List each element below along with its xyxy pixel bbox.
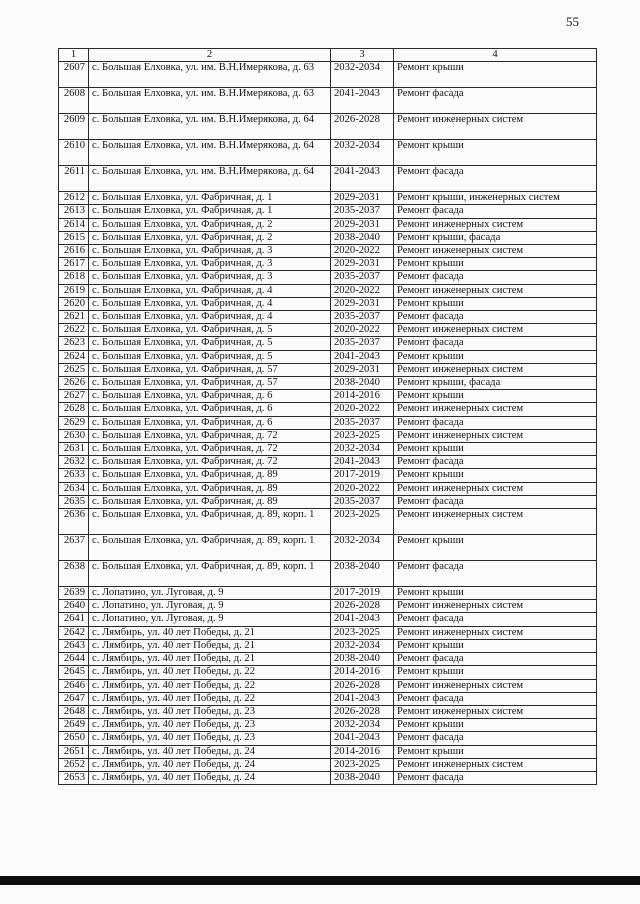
work-type-cell: Ремонт крыши bbox=[394, 587, 597, 600]
row-number-cell: 2628 bbox=[59, 403, 89, 416]
row-number-cell: 2630 bbox=[59, 429, 89, 442]
address-cell: с. Большая Елховка, ул. Фабричная, д. 1 bbox=[89, 205, 331, 218]
address-cell: с. Большая Елховка, ул. им. В.Н.Имерякова, д. 64 bbox=[89, 114, 331, 140]
work-type-cell: Ремонт крыши bbox=[394, 745, 597, 758]
table-row bbox=[59, 114, 597, 140]
address-cell: с. Лямбирь, ул. 40 лет Победы, д. 23 bbox=[89, 705, 331, 718]
table-row bbox=[59, 337, 597, 350]
header-cell-years: 3 bbox=[331, 49, 394, 62]
years-cell: 2041-2043 bbox=[331, 692, 394, 705]
work-type-cell: Ремонт инженерных систем bbox=[394, 284, 597, 297]
row-number-cell: 2612 bbox=[59, 192, 89, 205]
table-row bbox=[59, 390, 597, 403]
address-cell: с. Большая Елховка, ул. Фабричная, д. 4 bbox=[89, 311, 331, 324]
table-row bbox=[59, 429, 597, 442]
work-type-cell: Ремонт фасада bbox=[394, 456, 597, 469]
work-type-cell: Ремонт инженерных систем bbox=[394, 482, 597, 495]
address-cell: с. Большая Елховка, ул. Фабричная, д. 3 bbox=[89, 245, 331, 258]
table-row bbox=[59, 469, 597, 482]
row-number-cell: 2610 bbox=[59, 140, 89, 166]
row-number-cell: 2607 bbox=[59, 62, 89, 88]
row-number-cell: 2626 bbox=[59, 377, 89, 390]
table-row bbox=[59, 456, 597, 469]
years-cell: 2020-2022 bbox=[331, 245, 394, 258]
address-cell: с. Большая Елховка, ул. Фабричная, д. 3 bbox=[89, 258, 331, 271]
years-cell: 2032-2034 bbox=[331, 639, 394, 652]
work-type-cell: Ремонт фасада bbox=[394, 732, 597, 745]
address-cell: с. Большая Елховка, ул. Фабричная, д. 1 bbox=[89, 192, 331, 205]
table-row bbox=[59, 626, 597, 639]
address-cell: с. Большая Елховка, ул. Фабричная, д. 4 bbox=[89, 297, 331, 310]
address-cell: с. Лямбирь, ул. 40 лет Победы, д. 22 bbox=[89, 692, 331, 705]
work-type-cell: Ремонт фасада bbox=[394, 495, 597, 508]
table-row bbox=[59, 653, 597, 666]
address-cell: с. Большая Елховка, ул. Фабричная, д. 6 bbox=[89, 416, 331, 429]
table-row bbox=[59, 205, 597, 218]
years-cell: 2032-2034 bbox=[331, 140, 394, 166]
address-cell: с. Большая Елховка, ул. Фабричная, д. 72 bbox=[89, 456, 331, 469]
work-type-cell: Ремонт фасада bbox=[394, 416, 597, 429]
table-row bbox=[59, 416, 597, 429]
years-cell: 2032-2034 bbox=[331, 719, 394, 732]
years-cell: 2032-2034 bbox=[331, 443, 394, 456]
work-type-cell: Ремонт инженерных систем bbox=[394, 363, 597, 376]
years-cell: 2026-2028 bbox=[331, 679, 394, 692]
years-cell: 2038-2040 bbox=[331, 377, 394, 390]
address-cell: с. Большая Елховка, ул. Фабричная, д. 89, корп. 1 bbox=[89, 561, 331, 587]
row-number-cell: 2625 bbox=[59, 363, 89, 376]
address-cell: с. Лямбирь, ул. 40 лет Победы, д. 24 bbox=[89, 758, 331, 771]
years-cell: 2041-2043 bbox=[331, 732, 394, 745]
row-number-cell: 2645 bbox=[59, 666, 89, 679]
row-number-cell: 2649 bbox=[59, 719, 89, 732]
table-row bbox=[59, 140, 597, 166]
years-cell: 2023-2025 bbox=[331, 509, 394, 535]
address-cell: с. Большая Елховка, ул. им. В.Н.Имерякова, д. 64 bbox=[89, 166, 331, 192]
address-cell: с. Лямбирь, ул. 40 лет Победы, д. 23 bbox=[89, 719, 331, 732]
years-cell: 2029-2031 bbox=[331, 297, 394, 310]
years-cell: 2038-2040 bbox=[331, 231, 394, 244]
row-number-cell: 2650 bbox=[59, 732, 89, 745]
table-row bbox=[59, 284, 597, 297]
years-cell: 2035-2037 bbox=[331, 271, 394, 284]
row-number-cell: 2617 bbox=[59, 258, 89, 271]
years-cell: 2014-2016 bbox=[331, 666, 394, 679]
row-number-cell: 2646 bbox=[59, 679, 89, 692]
table-row bbox=[59, 758, 597, 771]
years-cell: 2014-2016 bbox=[331, 745, 394, 758]
work-type-cell: Ремонт крыши bbox=[394, 390, 597, 403]
table-row bbox=[59, 258, 597, 271]
row-number-cell: 2608 bbox=[59, 88, 89, 114]
address-cell: с. Лямбирь, ул. 40 лет Победы, д. 21 bbox=[89, 626, 331, 639]
table-row bbox=[59, 705, 597, 718]
table-row bbox=[59, 443, 597, 456]
years-cell: 2020-2022 bbox=[331, 403, 394, 416]
row-number-cell: 2653 bbox=[59, 771, 89, 784]
row-number-cell: 2611 bbox=[59, 166, 89, 192]
years-cell: 2041-2043 bbox=[331, 350, 394, 363]
table-row bbox=[59, 218, 597, 231]
address-cell: с. Большая Елховка, ул. им. В.Н.Имерякова, д. 64 bbox=[89, 140, 331, 166]
header-row bbox=[59, 49, 597, 62]
row-number-cell: 2621 bbox=[59, 311, 89, 324]
page-number: 55 bbox=[566, 14, 579, 29]
years-cell: 2017-2019 bbox=[331, 469, 394, 482]
row-number-cell: 2652 bbox=[59, 758, 89, 771]
row-number-cell: 2641 bbox=[59, 613, 89, 626]
address-cell: с. Лямбирь, ул. 40 лет Победы, д. 22 bbox=[89, 679, 331, 692]
work-type-cell: Ремонт фасада bbox=[394, 271, 597, 284]
address-cell: с. Лямбирь, ул. 40 лет Победы, д. 24 bbox=[89, 771, 331, 784]
table-row bbox=[59, 297, 597, 310]
row-number-cell: 2614 bbox=[59, 218, 89, 231]
table-row bbox=[59, 271, 597, 284]
work-type-cell: Ремонт инженерных систем bbox=[394, 600, 597, 613]
row-number-cell: 2640 bbox=[59, 600, 89, 613]
work-type-cell: Ремонт фасада bbox=[394, 88, 597, 114]
address-cell: с. Большая Елховка, ул. Фабричная, д. 57 bbox=[89, 377, 331, 390]
work-type-cell: Ремонт крыши, фасада bbox=[394, 377, 597, 390]
work-type-cell: Ремонт фасада bbox=[394, 771, 597, 784]
address-cell: с. Большая Елховка, ул. Фабричная, д. 72 bbox=[89, 429, 331, 442]
work-type-cell: Ремонт крыши, инженерных систем bbox=[394, 192, 597, 205]
years-cell: 2023-2025 bbox=[331, 758, 394, 771]
table-row bbox=[59, 166, 597, 192]
years-cell: 2029-2031 bbox=[331, 363, 394, 376]
years-cell: 2020-2022 bbox=[331, 284, 394, 297]
row-number-cell: 2623 bbox=[59, 337, 89, 350]
row-number-cell: 2622 bbox=[59, 324, 89, 337]
row-number-cell: 2631 bbox=[59, 443, 89, 456]
row-number-cell: 2632 bbox=[59, 456, 89, 469]
address-cell: с. Большая Елховка, ул. Фабричная, д. 3 bbox=[89, 271, 331, 284]
row-number-cell: 2620 bbox=[59, 297, 89, 310]
years-cell: 2041-2043 bbox=[331, 613, 394, 626]
table-row bbox=[59, 679, 597, 692]
address-cell: с. Большая Елховка, ул. Фабричная, д. 5 bbox=[89, 350, 331, 363]
years-cell: 2035-2037 bbox=[331, 205, 394, 218]
address-cell: с. Большая Елховка, ул. Фабричная, д. 89 bbox=[89, 469, 331, 482]
address-cell: с. Большая Елховка, ул. Фабричная, д. 89, корп. 1 bbox=[89, 535, 331, 561]
years-cell: 2035-2037 bbox=[331, 311, 394, 324]
years-cell: 2017-2019 bbox=[331, 587, 394, 600]
address-cell: с. Большая Елховка, ул. Фабричная, д. 5 bbox=[89, 324, 331, 337]
table-row bbox=[59, 62, 597, 88]
address-cell: с. Большая Елховка, ул. им. В.Н.Имерякова, д. 63 bbox=[89, 62, 331, 88]
work-type-cell: Ремонт инженерных систем bbox=[394, 324, 597, 337]
row-number-cell: 2629 bbox=[59, 416, 89, 429]
row-number-cell: 2644 bbox=[59, 653, 89, 666]
work-type-cell: Ремонт инженерных систем bbox=[394, 218, 597, 231]
work-type-cell: Ремонт инженерных систем bbox=[394, 114, 597, 140]
work-type-cell: Ремонт инженерных систем bbox=[394, 245, 597, 258]
row-number-cell: 2616 bbox=[59, 245, 89, 258]
table-row bbox=[59, 613, 597, 626]
table-row bbox=[59, 587, 597, 600]
address-cell: с. Лямбирь, ул. 40 лет Победы, д. 24 bbox=[89, 745, 331, 758]
work-type-cell: Ремонт инженерных систем bbox=[394, 705, 597, 718]
address-cell: с. Большая Елховка, ул. Фабричная, д. 2 bbox=[89, 231, 331, 244]
address-cell: с. Большая Елховка, ул. Фабричная, д. 57 bbox=[89, 363, 331, 376]
years-cell: 2029-2031 bbox=[331, 218, 394, 231]
work-type-cell: Ремонт инженерных систем bbox=[394, 403, 597, 416]
years-cell: 2035-2037 bbox=[331, 416, 394, 429]
address-cell: с. Лопатино, ул. Луговая, д. 9 bbox=[89, 613, 331, 626]
work-type-cell: Ремонт инженерных систем bbox=[394, 679, 597, 692]
row-number-cell: 2634 bbox=[59, 482, 89, 495]
address-cell: с. Лямбирь, ул. 40 лет Победы, д. 23 bbox=[89, 732, 331, 745]
address-cell: с. Лямбирь, ул. 40 лет Победы, д. 21 bbox=[89, 639, 331, 652]
table-row bbox=[59, 350, 597, 363]
row-number-cell: 2638 bbox=[59, 561, 89, 587]
work-type-cell: Ремонт фасада bbox=[394, 337, 597, 350]
years-cell: 2023-2025 bbox=[331, 626, 394, 639]
work-type-cell: Ремонт крыши bbox=[394, 719, 597, 732]
table-row bbox=[59, 245, 597, 258]
table-row bbox=[59, 324, 597, 337]
work-type-cell: Ремонт фасада bbox=[394, 205, 597, 218]
work-type-cell: Ремонт инженерных систем bbox=[394, 509, 597, 535]
table-row bbox=[59, 88, 597, 114]
address-cell: с. Большая Елховка, ул. Фабричная, д. 2 bbox=[89, 218, 331, 231]
row-number-cell: 2651 bbox=[59, 745, 89, 758]
table-row bbox=[59, 231, 597, 244]
row-number-cell: 2615 bbox=[59, 231, 89, 244]
work-type-cell: Ремонт крыши bbox=[394, 350, 597, 363]
table-row bbox=[59, 692, 597, 705]
address-cell: с. Лопатино, ул. Луговая, д. 9 bbox=[89, 587, 331, 600]
years-cell: 2038-2040 bbox=[331, 561, 394, 587]
table-row bbox=[59, 600, 597, 613]
address-cell: с. Большая Елховка, ул. Фабричная, д. 89 bbox=[89, 482, 331, 495]
work-type-cell: Ремонт инженерных систем bbox=[394, 429, 597, 442]
years-cell: 2026-2028 bbox=[331, 114, 394, 140]
work-type-cell: Ремонт крыши bbox=[394, 639, 597, 652]
address-cell: с. Лопатино, ул. Луговая, д. 9 bbox=[89, 600, 331, 613]
header-cell-work: 4 bbox=[394, 49, 597, 62]
work-type-cell: Ремонт крыши bbox=[394, 297, 597, 310]
row-number-cell: 2642 bbox=[59, 626, 89, 639]
years-cell: 2026-2028 bbox=[331, 705, 394, 718]
years-cell: 2029-2031 bbox=[331, 258, 394, 271]
table-body bbox=[59, 62, 597, 785]
work-type-cell: Ремонт фасада bbox=[394, 692, 597, 705]
years-cell: 2041-2043 bbox=[331, 166, 394, 192]
work-type-cell: Ремонт крыши, фасада bbox=[394, 231, 597, 244]
row-number-cell: 2639 bbox=[59, 587, 89, 600]
table-row bbox=[59, 639, 597, 652]
table-row bbox=[59, 509, 597, 535]
years-cell: 2026-2028 bbox=[331, 600, 394, 613]
years-cell: 2014-2016 bbox=[331, 390, 394, 403]
work-type-cell: Ремонт крыши bbox=[394, 535, 597, 561]
row-number-cell: 2637 bbox=[59, 535, 89, 561]
years-cell: 2032-2034 bbox=[331, 535, 394, 561]
row-number-cell: 2633 bbox=[59, 469, 89, 482]
years-cell: 2041-2043 bbox=[331, 88, 394, 114]
row-number-cell: 2618 bbox=[59, 271, 89, 284]
address-cell: с. Большая Елховка, ул. им. В.Н.Имерякова, д. 63 bbox=[89, 88, 331, 114]
address-cell: с. Большая Елховка, ул. Фабричная, д. 89 bbox=[89, 495, 331, 508]
row-number-cell: 2619 bbox=[59, 284, 89, 297]
address-cell: с. Большая Елховка, ул. Фабричная, д. 4 bbox=[89, 284, 331, 297]
table-row bbox=[59, 311, 597, 324]
table-header bbox=[59, 49, 597, 62]
years-cell: 2032-2034 bbox=[331, 62, 394, 88]
address-cell: с. Лямбирь, ул. 40 лет Победы, д. 22 bbox=[89, 666, 331, 679]
registry-table bbox=[58, 48, 597, 785]
table-row bbox=[59, 482, 597, 495]
address-cell: с. Лямбирь, ул. 40 лет Победы, д. 21 bbox=[89, 653, 331, 666]
work-type-cell: Ремонт фасада bbox=[394, 613, 597, 626]
years-cell: 2038-2040 bbox=[331, 653, 394, 666]
table-row bbox=[59, 363, 597, 376]
work-type-cell: Ремонт инженерных систем bbox=[394, 758, 597, 771]
address-cell: с. Большая Елховка, ул. Фабричная, д. 72 bbox=[89, 443, 331, 456]
address-cell: с. Большая Елховка, ул. Фабричная, д. 89, корп. 1 bbox=[89, 509, 331, 535]
work-type-cell: Ремонт крыши bbox=[394, 140, 597, 166]
row-number-cell: 2647 bbox=[59, 692, 89, 705]
table-row bbox=[59, 666, 597, 679]
row-number-cell: 2648 bbox=[59, 705, 89, 718]
years-cell: 2020-2022 bbox=[331, 482, 394, 495]
years-cell: 2023-2025 bbox=[331, 429, 394, 442]
work-type-cell: Ремонт крыши bbox=[394, 62, 597, 88]
address-cell: с. Большая Елховка, ул. Фабричная, д. 6 bbox=[89, 390, 331, 403]
address-cell: с. Большая Елховка, ул. Фабричная, д. 6 bbox=[89, 403, 331, 416]
work-type-cell: Ремонт крыши bbox=[394, 258, 597, 271]
table-row bbox=[59, 719, 597, 732]
table-row bbox=[59, 192, 597, 205]
work-type-cell: Ремонт крыши bbox=[394, 443, 597, 456]
table-row bbox=[59, 403, 597, 416]
work-type-cell: Ремонт фасада bbox=[394, 653, 597, 666]
table-row bbox=[59, 495, 597, 508]
row-number-cell: 2624 bbox=[59, 350, 89, 363]
header-cell-address: 2 bbox=[89, 49, 331, 62]
years-cell: 2038-2040 bbox=[331, 771, 394, 784]
row-number-cell: 2613 bbox=[59, 205, 89, 218]
work-type-cell: Ремонт фасада bbox=[394, 311, 597, 324]
work-type-cell: Ремонт фасада bbox=[394, 561, 597, 587]
table-row bbox=[59, 771, 597, 784]
table-row bbox=[59, 377, 597, 390]
address-cell: с. Большая Елховка, ул. Фабричная, д. 5 bbox=[89, 337, 331, 350]
years-cell: 2041-2043 bbox=[331, 456, 394, 469]
years-cell: 2029-2031 bbox=[331, 192, 394, 205]
work-type-cell: Ремонт крыши bbox=[394, 469, 597, 482]
years-cell: 2035-2037 bbox=[331, 337, 394, 350]
table-row bbox=[59, 535, 597, 561]
row-number-cell: 2635 bbox=[59, 495, 89, 508]
years-cell: 2020-2022 bbox=[331, 324, 394, 337]
table-row bbox=[59, 745, 597, 758]
row-number-cell: 2627 bbox=[59, 390, 89, 403]
work-type-cell: Ремонт крыши bbox=[394, 666, 597, 679]
scan-edge-bar bbox=[0, 876, 640, 885]
table-row bbox=[59, 732, 597, 745]
work-type-cell: Ремонт инженерных систем bbox=[394, 626, 597, 639]
table-row bbox=[59, 561, 597, 587]
years-cell: 2035-2037 bbox=[331, 495, 394, 508]
row-number-cell: 2643 bbox=[59, 639, 89, 652]
row-number-cell: 2636 bbox=[59, 509, 89, 535]
header-cell-number: 1 bbox=[59, 49, 89, 62]
row-number-cell: 2609 bbox=[59, 114, 89, 140]
work-type-cell: Ремонт фасада bbox=[394, 166, 597, 192]
